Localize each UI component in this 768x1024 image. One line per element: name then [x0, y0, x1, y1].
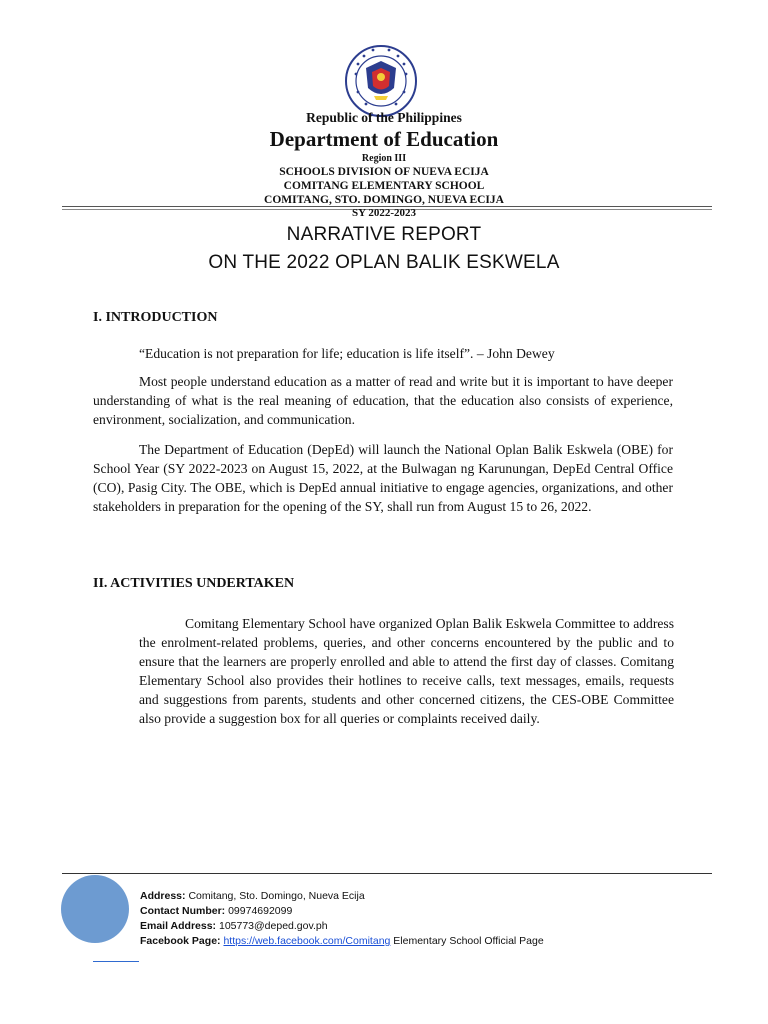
intro-quote: “Education is not preparation for life; education is life itself”. – John Dewey — [139, 346, 555, 361]
footer-facebook-label: Facebook Page: — [140, 935, 221, 947]
footer-email-row — [140, 919, 544, 934]
footer-contact-label: Contact Number: — [140, 905, 226, 917]
school-name: COMITANG ELEMENTARY SCHOOL — [283, 180, 485, 192]
footer-address-value: Comitang, Sto. Domingo, Nueva Ecija — [188, 890, 365, 902]
report-title-line2: ON THE 2022 OPLAN BALIK ESKWELA — [208, 252, 560, 273]
footer-facebook-link[interactable]: https://web.facebook.com/Comitang — [223, 935, 391, 947]
footer-circle-logo — [61, 875, 129, 943]
footer-email-label: Email Address: — [140, 920, 217, 932]
school-address: COMITANG, STO. DOMINGO, NUEVA ECIJA — [264, 194, 504, 206]
activities-paragraph: Comitang Elementary School have organized Oplan Balik Eskwela Committee to address the enrolment-related problems, queries, and other concerns encountered by the public and to ensure that the learners are properly enrolled and able to attend the first day of classes. Comitang Elementary School also provides their hotlines to receive calls, text messages, emails, requests and suggestions from parents, students and other concerned citizens, the CES-OBE Committee also provide a suggestion box for all queries or complaints received daily. — [139, 616, 674, 726]
school-year: SY 2022-2023 — [351, 207, 417, 219]
intro-paragraph-2: The Department of Education (DepEd) will launch the National Oplan Balik Eskwela (OBE) for School Year (SY 2022-2023 on August 15, 2022, at the Bulwagan ng Karunungan, DepEd Central Office (CO), Pasig City. The OBE, which is DepEd annual initiative to engage agencies, organizations, and other stakeholders in preparation for the opening of the SY, shall run from August 15 to 26, 2022. — [93, 442, 673, 514]
footer-underline-mark — [93, 961, 139, 962]
department-title: Department of Education — [269, 127, 499, 151]
division-label: SCHOOLS DIVISION OF NUEVA ECIJA — [279, 166, 489, 178]
region-label: Region III — [361, 153, 407, 164]
report-title-line1: NARRATIVE REPORT — [286, 224, 482, 245]
footer-address-row — [140, 889, 544, 904]
footer-contact-row — [140, 904, 544, 919]
footer-facebook-rest: Elementary School Official Page — [393, 935, 544, 947]
section-heading-introduction: I. INTRODUCTION — [93, 310, 218, 325]
republic-label: Republic of the Philippines — [306, 110, 462, 125]
section-heading-activities: II. ACTIVITIES UNDERTAKEN — [93, 576, 295, 591]
footer-contact-block — [140, 889, 544, 949]
footer-contact-value: 09974692099 — [228, 905, 293, 917]
footer-address-label: Address: — [140, 890, 186, 902]
deped-seal-logo — [344, 44, 418, 118]
footer-divider — [62, 873, 712, 874]
footer-facebook-row — [140, 934, 544, 949]
intro-paragraph-1: Most people understand education as a matter of read and write but it is important to have deeper understanding of what is the real meaning of education, that the education also consists of experience, environment, socialization, and communication. — [93, 374, 673, 427]
footer-email-value: 105773@deped.gov.ph — [218, 920, 328, 932]
